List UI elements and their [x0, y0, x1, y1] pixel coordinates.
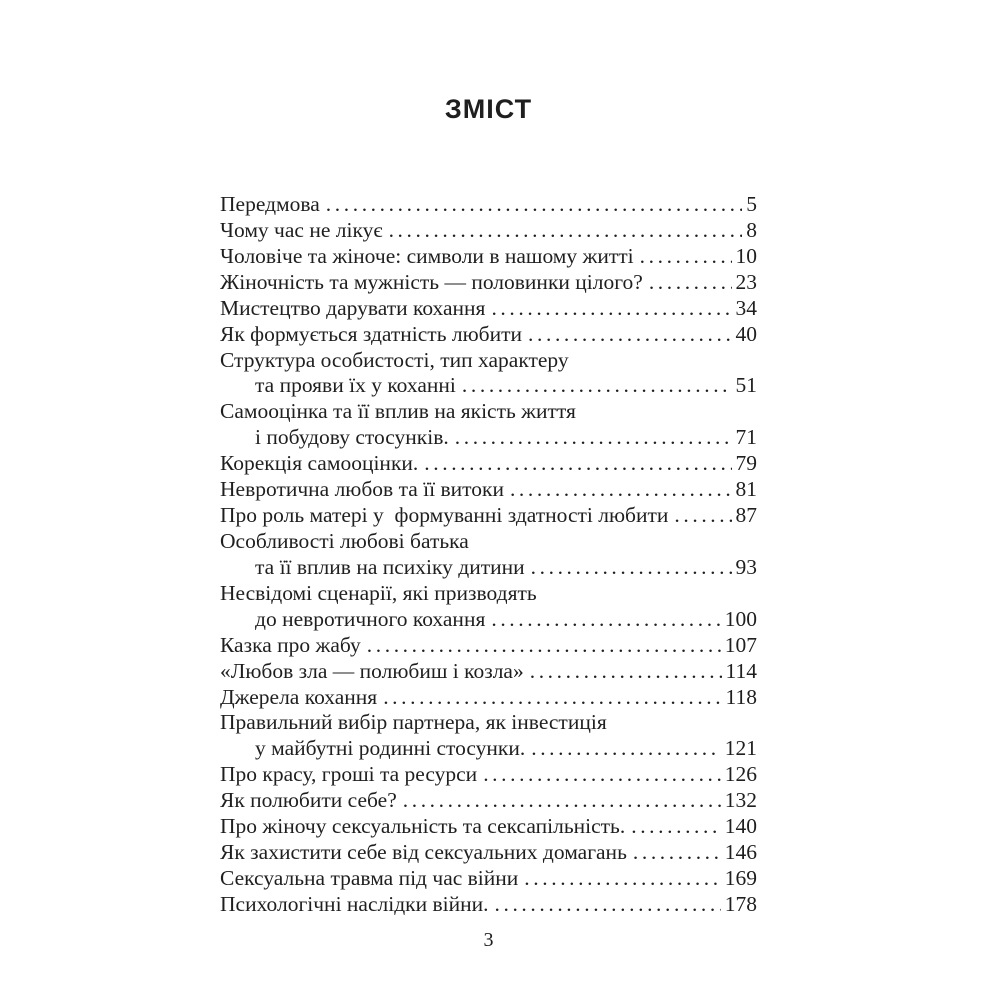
toc-page-number: 178: [724, 891, 757, 916]
toc-line: [220, 322, 757, 348]
toc-page-number: 146: [724, 840, 757, 865]
toc-page-number: 23: [735, 269, 757, 294]
toc-entry-text: Про роль матері у формуванні здатності любити: [220, 503, 669, 528]
toc-entry-text: Як захистити себе від сексуальних домагань: [220, 840, 627, 865]
toc-page-number: 8: [746, 217, 757, 242]
toc-line: [220, 892, 757, 918]
dot-leader: [462, 373, 732, 399]
toc-page-number: 126: [724, 762, 757, 787]
dot-leader: [631, 814, 721, 840]
toc-page-number: 114: [725, 658, 757, 683]
dot-leader: [640, 244, 732, 270]
toc-line: [220, 555, 757, 581]
dot-leader: [424, 451, 731, 477]
toc-line: [220, 529, 757, 555]
toc-line: [220, 866, 757, 892]
dot-leader: [367, 633, 721, 659]
toc-entry-text: та прояви їх у коханні: [255, 373, 456, 398]
footer-page-number: 3: [483, 929, 494, 951]
toc-line: [220, 270, 757, 296]
toc-page-number: 118: [725, 684, 757, 709]
toc-page-number: 93: [735, 554, 757, 579]
dot-leader: [530, 659, 722, 685]
toc-entry-text: Структура особистості, тип характеру: [220, 347, 569, 372]
toc-line: [220, 685, 757, 711]
dot-leader: [491, 607, 720, 633]
toc-page-number: 140: [724, 814, 757, 839]
toc-page-number: 107: [724, 632, 757, 657]
toc-page-number: 81: [735, 477, 757, 502]
dot-leader: [491, 296, 731, 322]
toc-entry-text: Казка про жабу: [220, 632, 361, 657]
dot-leader: [483, 762, 721, 788]
toc-list: [220, 192, 757, 918]
toc-line: [220, 192, 757, 218]
toc-page-number: 169: [724, 865, 757, 890]
dot-leader: [326, 192, 742, 218]
toc-page-number: 100: [724, 606, 757, 631]
toc-entry-text: Про жіночу сексуальність та сексапільність.: [220, 814, 626, 839]
toc-page-number: 34: [735, 295, 757, 320]
page-title: ЗМІСТ: [444, 94, 533, 124]
toc-entry-text: і побудову стосунків.: [255, 425, 449, 450]
toc-entry-text: Особливості любові батька: [220, 528, 469, 553]
toc-entry-text: Про красу, гроші та ресурси: [220, 762, 478, 787]
toc-entry-text: Несвідомі сценарії, які призводять: [220, 580, 537, 605]
toc-entry-text: Правильний вибір партнера, як інвестиція: [220, 710, 607, 735]
toc-line: [220, 659, 757, 685]
toc-entry-text: Мистецтво дарувати кохання: [220, 295, 486, 320]
toc-line: [220, 244, 757, 270]
toc-line: [220, 348, 757, 374]
toc-entry-text: Корекція самооцінки.: [220, 451, 419, 476]
dot-leader: [389, 218, 743, 244]
dot-leader: [674, 503, 731, 529]
toc-page-number: 10: [735, 243, 757, 268]
toc-page-number: 121: [724, 736, 757, 761]
dot-leader: [455, 425, 732, 451]
dot-leader: [524, 866, 720, 892]
dot-leader: [510, 477, 732, 503]
toc-page-number: 40: [735, 321, 757, 346]
toc-entry-text: Як формується здатність любити: [220, 321, 523, 346]
toc-entry-text: та її вплив на психіку дитини: [255, 554, 525, 579]
toc-entry-text: Невротична любов та її витоки: [220, 477, 504, 502]
toc-line: [220, 477, 757, 503]
toc-entry-text: Чоловіче та жіноче: символи в нашому житті: [220, 243, 634, 268]
toc-page-number: 5: [746, 192, 757, 216]
toc-entry-text: Джерела кохання: [220, 684, 378, 709]
toc-line: [220, 736, 757, 762]
dot-leader: [495, 892, 721, 918]
toc-page-number: 71: [735, 425, 757, 450]
toc-line: [220, 633, 757, 659]
dot-leader: [403, 788, 721, 814]
toc-line: [220, 814, 757, 840]
toc-page-number: 87: [735, 503, 757, 528]
toc-entry-text: у майбутні родинні стосунки.: [255, 736, 526, 761]
dot-leader: [531, 555, 732, 581]
dot-leader: [528, 322, 731, 348]
dot-leader: [649, 270, 732, 296]
toc-line: [220, 451, 757, 477]
toc-entry-text: Чому час не лікує: [220, 217, 383, 242]
toc-entry-text: Як полюбити себе?: [220, 788, 397, 813]
dot-leader: [633, 840, 721, 866]
toc-line: [220, 425, 757, 451]
toc-line: [220, 607, 757, 633]
toc-line: [220, 840, 757, 866]
toc-entry-text: до невротичного кохання: [255, 606, 486, 631]
toc-page-number: 51: [735, 373, 757, 398]
toc-line: [220, 373, 757, 399]
toc-entry-text: «Любов зла — полюбиш і козла»: [220, 658, 524, 683]
toc-line: [220, 399, 757, 425]
toc-entry-text: Сексуальна травма під час війни: [220, 865, 519, 890]
toc-entry-text: Психологічні наслідки війни.: [220, 891, 489, 916]
toc-page-number: 132: [724, 788, 757, 813]
toc-entry-text: Жіночність та мужність — половинки цілого?: [220, 269, 643, 294]
toc-line: [220, 788, 757, 814]
toc-entry-text: Самооцінка та її вплив на якість життя: [220, 399, 576, 424]
toc-line: [220, 503, 757, 529]
toc-page-number: 79: [735, 451, 757, 476]
toc-line: [220, 296, 757, 322]
dot-leader: [383, 685, 721, 711]
toc-line: [220, 581, 757, 607]
toc-entry-text: Передмова: [220, 192, 320, 216]
toc-line: [220, 762, 757, 788]
toc-line: [220, 218, 757, 244]
dot-leader: [531, 736, 721, 762]
toc-line: [220, 710, 757, 736]
